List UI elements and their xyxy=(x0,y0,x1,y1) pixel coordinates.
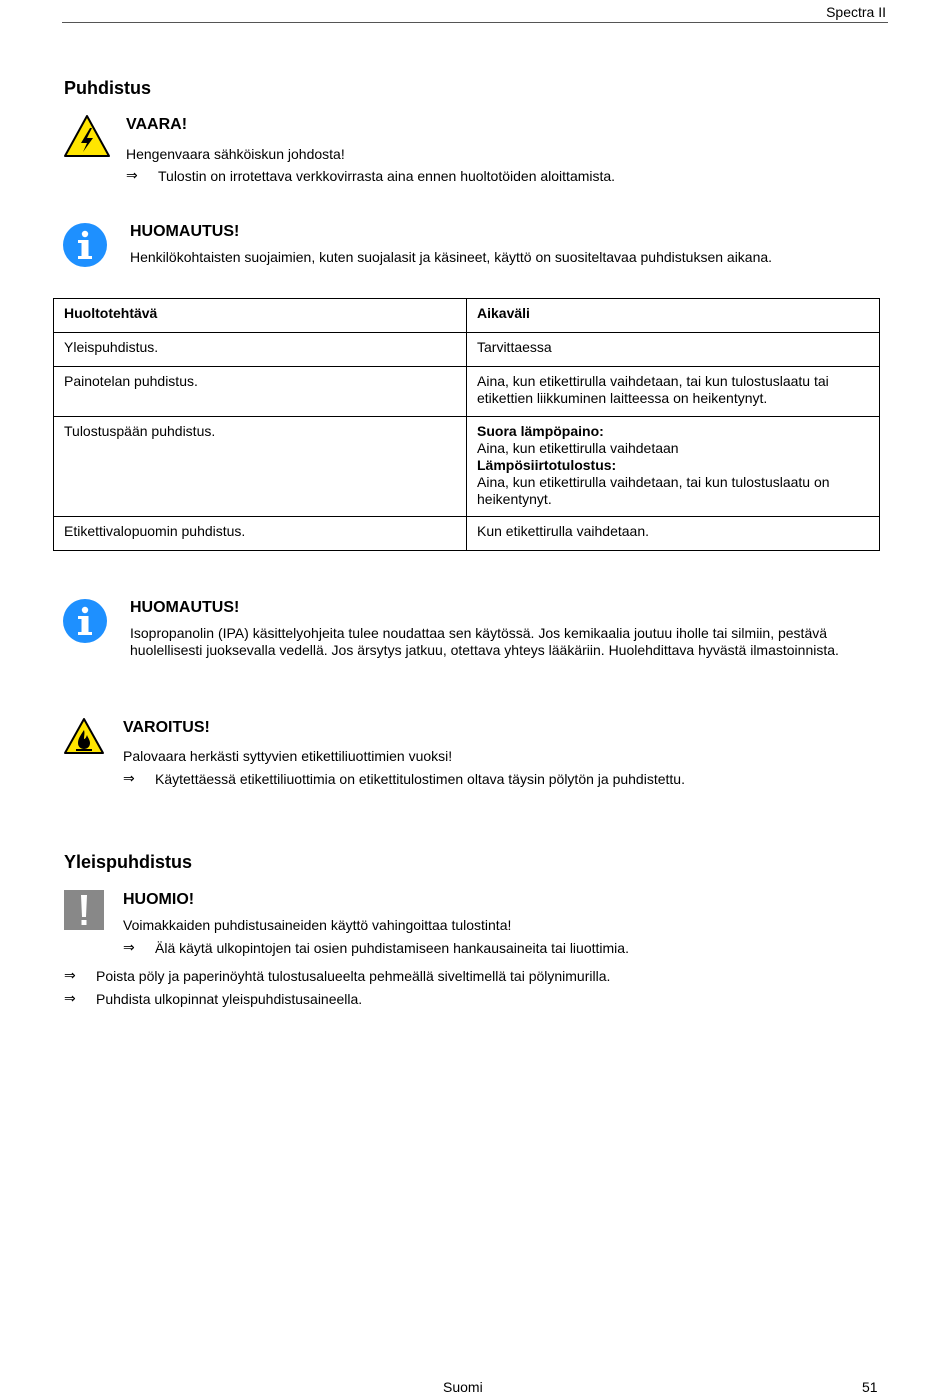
footer-language: Suomi xyxy=(443,1379,483,1395)
table-row xyxy=(54,517,880,551)
arrow-icon: ⇒ xyxy=(64,968,76,984)
table-row xyxy=(54,333,880,367)
arrow-icon: ⇒ xyxy=(123,771,135,787)
flammable-warning-icon xyxy=(63,717,105,755)
table-header-interval: Aikaväli xyxy=(467,299,880,333)
table-row xyxy=(54,367,880,417)
high-voltage-warning-icon xyxy=(63,114,111,158)
table-cell-task: Painotelan puhdistus. xyxy=(54,367,467,417)
table-header-row xyxy=(54,299,880,333)
caution-bullet: Älä käytä ulkopintojen tai osien puhdistamiseen hankausaineita tai liuottimia. xyxy=(155,940,629,956)
arrow-icon: ⇒ xyxy=(123,940,135,956)
table-header-task: Huoltotehtävä xyxy=(54,299,467,333)
step-item: Poista pöly ja paperinöyhtä tulostusalueelta pehmeällä siveltimellä tai pölynimurilla. xyxy=(96,968,611,984)
arrow-icon: ⇒ xyxy=(64,991,76,1007)
table-cell-task: Tulostuspään puhdistus. xyxy=(54,417,467,517)
table-cell-interval xyxy=(467,417,880,517)
interval-heading-direct-thermal: Suora lämpöpaino: xyxy=(477,423,604,439)
arrow-icon: ⇒ xyxy=(126,168,138,184)
table-cell-interval: Tarvittaessa xyxy=(467,333,880,367)
danger-bullet: Tulostin on irrotettava verkkovirrasta aina ennen huoltotöiden aloittamista. xyxy=(158,168,616,184)
note1-text: Henkilökohtaisten suojaimien, kuten suojalasit ja käsineet, käyttö on suositeltavaa puhdistuksen aikana. xyxy=(130,249,773,265)
table-cell-task: Etikettivalopuomin puhdistus. xyxy=(54,517,467,551)
maintenance-table xyxy=(53,298,880,551)
danger-text: Hengenvaara sähköiskun johdosta! xyxy=(126,146,345,162)
note2-title: HUOMAUTUS! xyxy=(130,599,240,616)
interval-text-direct-thermal: Aina, kun etikettirulla vaihdetaan xyxy=(477,440,679,456)
note2-text-line2: huolellisesti juoksevalla vedellä. Jos ärsytys jatkuu, otettava yhteys lääkäriin. Huolehdittava hyvästä ilmastoinnista. xyxy=(130,642,839,658)
interval-text-thermal-transfer: Aina, kun etikettirulla vaihdetaan, tai kun tulostuslaatu on heikentynyt. xyxy=(477,474,830,507)
warning-title: VAROITUS! xyxy=(123,719,210,736)
info-icon xyxy=(63,223,107,267)
header-title: Spectra II xyxy=(826,4,886,20)
warning-text: Palovaara herkästi syttyvien etikettiliuottimien vuoksi! xyxy=(123,748,453,764)
step-item: Puhdista ulkopinnat yleispuhdistusaineella. xyxy=(96,991,363,1007)
info-icon xyxy=(63,599,107,643)
section-title-cleaning: Puhdistus xyxy=(64,78,152,98)
table-cell-interval: Aina, kun etikettirulla vaihdetaan, tai kun tulostuslaatu tai etikettien liikkuminen laitteessa on heikentynyt. xyxy=(467,367,880,417)
caution-text: Voimakkaiden puhdistusaineiden käyttö vahingoittaa tulostinta! xyxy=(123,917,512,933)
note1-title: HUOMAUTUS! xyxy=(130,223,240,240)
table-row xyxy=(54,417,880,517)
note2-text-line1: Isopropanolin (IPA) käsittelyohjeita tulee noudattaa sen käytössä. Jos kemikaalia joutuu iholle tai silmiin, pestävä xyxy=(130,625,828,641)
section-title-general-cleaning: Yleispuhdistus xyxy=(64,852,193,872)
caution-title: HUOMIO! xyxy=(123,891,195,908)
table-cell-task: Yleispuhdistus. xyxy=(54,333,467,367)
interval-heading-thermal-transfer: Lämpösiirtotulostus: xyxy=(477,457,617,473)
danger-title: VAARA! xyxy=(126,116,188,133)
table-cell-interval: Kun etikettirulla vaihdetaan. xyxy=(467,517,880,551)
header-divider xyxy=(62,22,888,23)
warning-bullet: Käytettäessä etikettiliuottimia on etikettitulostimen oltava täysin pölytön ja puhdistettu. xyxy=(155,771,685,787)
page-number: 51 xyxy=(862,1379,878,1395)
exclamation-icon xyxy=(64,890,104,930)
